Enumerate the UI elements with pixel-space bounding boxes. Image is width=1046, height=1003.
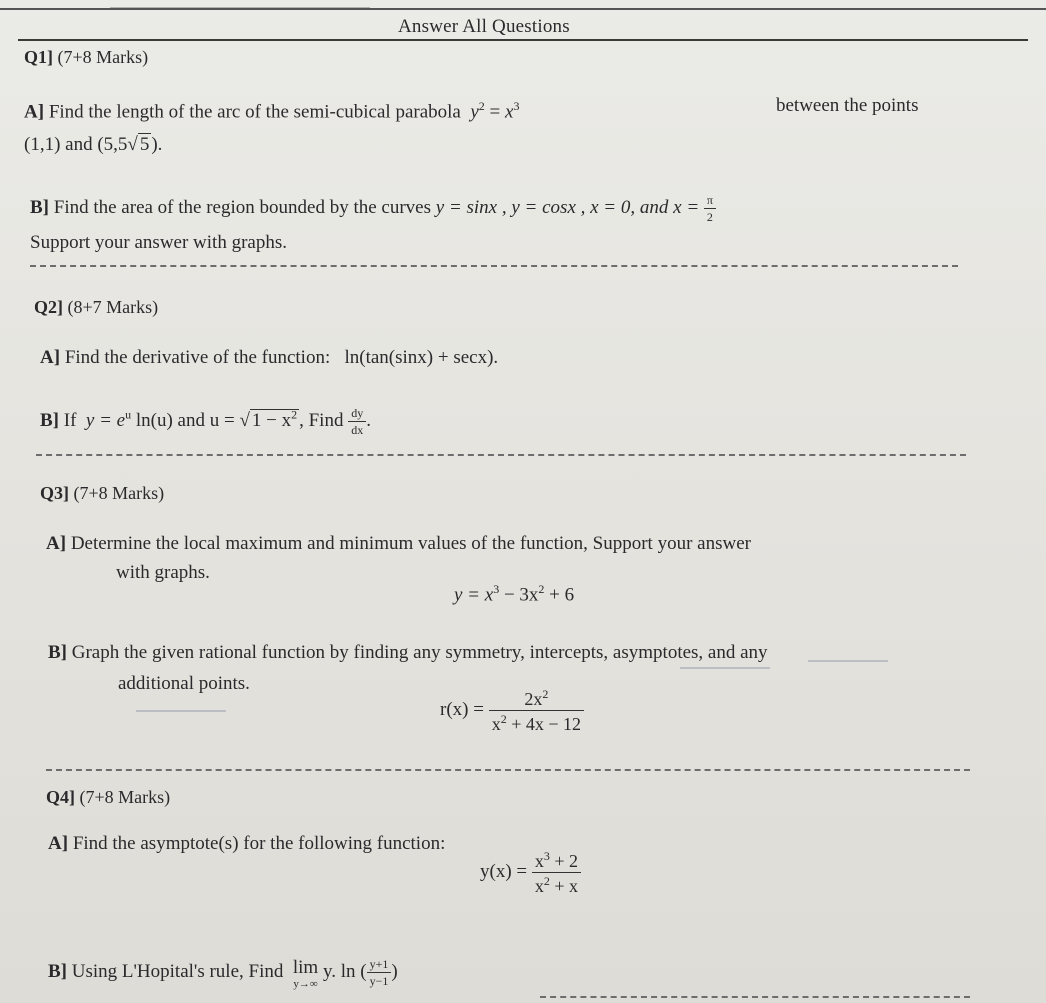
torn-top-edge [110, 0, 370, 8]
q4-part-b-lim-sub: y→∞ [293, 978, 318, 990]
q1-divider [30, 265, 958, 267]
q3-part-a-formula-exp2: 2 [538, 582, 545, 596]
q3-part-b-line2: additional points. [118, 673, 250, 694]
q3-part-b-fraction [489, 688, 584, 733]
q3-part-b-line1 [48, 642, 768, 664]
q3-part-a-formula-mid: − 3x [499, 584, 539, 606]
q2-part-b-period: . [366, 409, 371, 431]
question-2-label: Q2] [34, 297, 63, 317]
q4-part-a-fraction [532, 850, 581, 895]
question-2-marks: (8+7 Marks) [67, 297, 159, 317]
question-1-label: Q1] [24, 47, 53, 67]
question-4-header [46, 787, 170, 808]
q1-part-a-eq-rhs-exp: 3 [513, 99, 520, 113]
q1-part-a-points: (1,1) and (5,5 [24, 134, 128, 155]
q2-part-a-prefix: A] [40, 347, 61, 368]
q2-part-b-sqrt [250, 409, 299, 431]
q1-part-a-eq-rhs: x [505, 101, 514, 123]
q1-part-b-pi: π [704, 194, 716, 209]
q4-part-b-close: ) [391, 960, 398, 982]
q4-part-a-denominator [532, 873, 581, 895]
q4-part-a-numerator [532, 850, 581, 873]
q4-part-b-limit [293, 958, 318, 990]
q1-part-a-eq-lhs-exp: 2 [478, 99, 485, 113]
q3-part-b-den-exp: 2 [500, 712, 507, 726]
q4-part-a-num-exp: 3 [543, 849, 550, 863]
q4-part-a-num-rest: + 2 [549, 851, 579, 871]
q3-part-a-formula [454, 582, 574, 606]
pencil-mark [136, 710, 226, 712]
q1-part-a-points-end: ). [151, 134, 163, 155]
q3-divider [46, 769, 970, 771]
q3-part-a-formula-end: + 6 [544, 584, 575, 606]
q2-divider [36, 454, 966, 456]
q4-part-b-frac-num: y+1 [367, 958, 392, 973]
q1-part-b-line1 [30, 194, 716, 223]
q4-part-a-prefix: A] [48, 833, 69, 854]
q1-part-b-text: Find the area of the region bounded by the curves [53, 196, 431, 218]
q3-part-b-formula [440, 688, 584, 733]
q1-part-a-eq-lhs: y [470, 101, 479, 123]
q2-part-b-if: If [63, 409, 77, 431]
question-4-label: Q4] [46, 787, 75, 807]
q2-part-b-find: , Find [299, 409, 344, 431]
q2-part-b-sqrt-exp: 2 [291, 407, 298, 422]
q4-part-b-text: Using L'Hopital's rule, Find [71, 960, 284, 982]
question-1-header [24, 47, 148, 68]
q4-part-a-den-exp: 2 [543, 874, 550, 888]
pencil-mark [808, 660, 888, 662]
q4-part-b-expr: y. ln ( [322, 960, 367, 982]
q4-part-b-line [48, 958, 398, 990]
q2-part-b-dy: dy [348, 407, 366, 422]
q4-part-b-lim-word: lim [292, 957, 319, 978]
q4-part-a-formula [480, 850, 581, 895]
pencil-mark [680, 667, 770, 669]
q3-part-b-denominator [489, 711, 584, 733]
q2-part-a-text: Find the derivative of the function: [64, 347, 331, 368]
q1-part-a-sqrt-value: 5 [139, 134, 150, 155]
q1-part-b-pi-over-2 [704, 194, 716, 223]
q1-part-a-text: Find the length of the arc of the semi-cubical parabola [48, 101, 461, 123]
q3-part-b-num-base: 2x [524, 689, 543, 709]
q4-divider [540, 996, 970, 998]
q3-part-a-formula-start: y = x [454, 584, 494, 606]
q4-part-b-prefix: B] [48, 960, 67, 982]
q2-part-b-eq1-exp: u [125, 407, 132, 422]
q4-part-a-den-rest: + x [549, 876, 579, 896]
q1-part-a-line1 [24, 99, 519, 123]
question-2-header [34, 297, 158, 318]
q2-part-a-line [40, 347, 498, 369]
q2-part-b-eq1: y = e [85, 409, 126, 431]
q3-part-b-den-rest: + 4x − 12 [506, 714, 582, 734]
q4-part-a-text: Find the asymptote(s) for the following function: [72, 833, 446, 854]
q4-part-a-den-base: x [534, 876, 544, 896]
q3-part-b-prefix: B] [48, 642, 67, 663]
question-1-marks: (7+8 Marks) [57, 47, 149, 67]
q3-part-b-lhs: r(x) = [440, 698, 484, 720]
header-divider [18, 39, 1028, 41]
q1-part-a-prefix: A] [24, 101, 45, 123]
q4-part-b-frac-den: y−1 [369, 974, 389, 988]
q3-part-b-num-exp: 2 [542, 687, 549, 701]
q3-part-b-numerator [489, 688, 584, 711]
q2-part-b-line [40, 407, 371, 436]
top-border-rule [0, 8, 1046, 10]
q2-part-b-dy-dx [348, 407, 366, 436]
q1-part-a-line2 [24, 134, 162, 156]
q2-part-b-prefix: B] [40, 409, 59, 431]
q4-part-a-line [48, 833, 445, 855]
q4-part-b-fraction [367, 958, 392, 987]
question-3-marks: (7+8 Marks) [73, 483, 165, 503]
q4-part-a-num-base: x [534, 851, 544, 871]
question-3-header [40, 483, 164, 504]
page-title: Answer All Questions [398, 16, 570, 37]
q3-part-a-formula-exp1: 3 [493, 582, 500, 596]
q2-part-a-function: ln(tan(sinx) + secx). [344, 347, 499, 368]
q4-part-a-lhs: y(x) = [480, 860, 528, 882]
q1-part-b-curves: y = sinx , y = cosx , x = 0, and x = [435, 196, 704, 218]
q3-part-a-prefix: A] [46, 533, 67, 554]
q1-part-a-between: between the points [776, 95, 919, 116]
q3-part-a-text: Determine the local maximum and minimum values of the function, Support your answer [70, 533, 751, 554]
q1-part-b-prefix: B] [30, 196, 49, 218]
question-4-marks: (7+8 Marks) [79, 787, 171, 807]
q1-part-b-line2: Support your answer with graphs. [30, 232, 287, 253]
q3-part-a-line2: with graphs. [116, 562, 210, 583]
q3-part-b-den-base: x [491, 714, 501, 734]
q2-part-b-sqrt-sign: √ [239, 409, 250, 431]
q2-part-b-sqrt-value: 1 − x [251, 409, 292, 431]
q3-part-b-text: Graph the given rational function by finding any symmetry, intercepts, asymptotes, and any [71, 642, 768, 663]
q3-part-a-line1 [46, 533, 751, 555]
q1-part-b-two: 2 [706, 210, 713, 224]
q1-part-a-eq-mid: = [484, 101, 506, 123]
q2-part-b-dx: dx [351, 423, 364, 437]
q1-part-a-sqrt-sign: √ [127, 134, 138, 155]
q2-part-b-eq1-rest: ln(u) and u = [131, 409, 240, 431]
question-3-label: Q3] [40, 483, 69, 503]
